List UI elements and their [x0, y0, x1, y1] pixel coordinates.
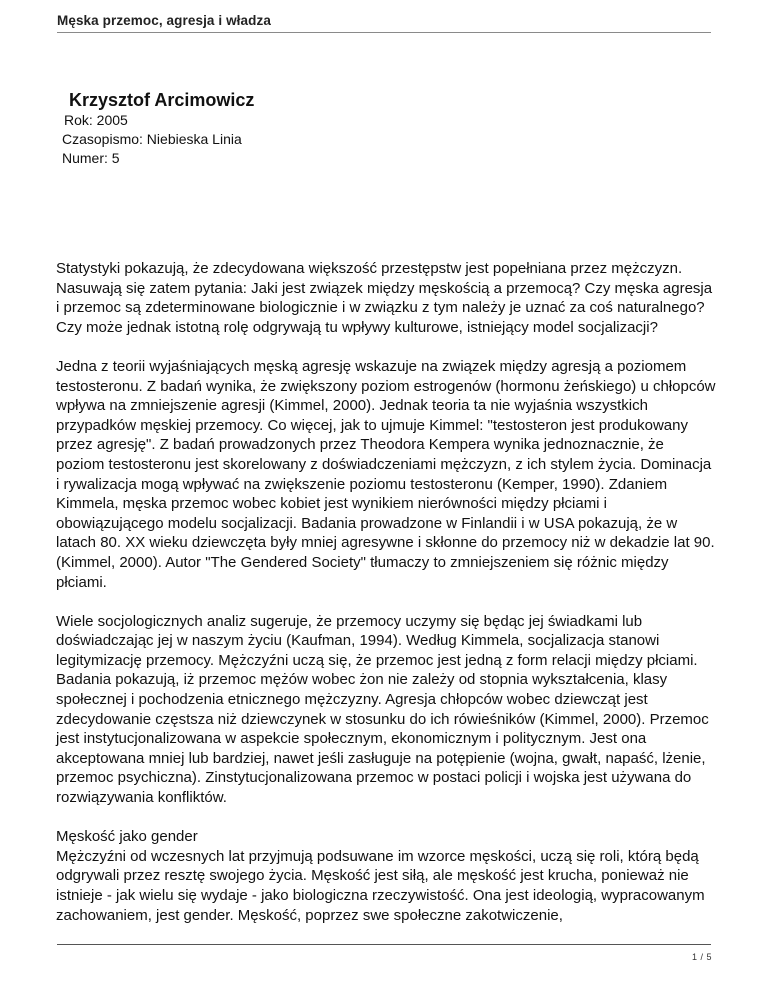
page-number: 1 / 5 [691, 952, 712, 962]
footer-divider [57, 944, 711, 945]
running-header-title: Męska przemoc, agresja i władza [57, 13, 271, 28]
section-masculinity-as-gender [56, 827, 716, 925]
section-heading: Męskość jako gender [56, 828, 198, 846]
year-line: Rok: 2005 [64, 112, 128, 128]
journal-line: Czasopismo: Niebieska Linia [62, 131, 242, 147]
paragraph-socialization: Wiele socjologicznych analiz sugeruje, że przemocy uczymy się będąc jej świadkami lub doświadczając jej w naszym życiu (Kaufman, 1994). Według Kimmela, socjalizacja stanowi legitymizację przemocy. Mężczyźni uczą się, że przemoc jest jedną z form relacji między płciami. Badania pokazują, iż przemoc mężów wobec żon nie zależy od stopnia wykształcenia, klasy społecznej i pochodzenia etnicznego mężczyzny. Agresja chłopców wobec dziewcząt jest zdecydowanie częstsza niż dziewczynek w stosunku do ich rówieśników (Kimmel, 2000). Przemoc jest instytucjonalizowana w aspekcie społecznym, ekonomicznym i politycznym. Jest ona akceptowana mniej lub bardziej, nawet jeśli zasługuje na potępienie (wojna, gwałt, napaść, lżenie, przemoc psychiczna). Zinstytucjonalizowana przemoc w postaci policji i wojska jest używana do rozwiązywania konfliktów. [56, 612, 709, 807]
article-metadata [62, 111, 242, 168]
header-divider [57, 32, 711, 33]
paragraph-intro: Statystyki pokazują, że zdecydowana większość przestępstw jest popełniana przez mężczyzn. Nasuwają się zatem pytania: Jaki jest związek między męskością a przemocą? Czy męska agresja i przemoc są zdeterminowane biologicznie i w związku z tym należy je uznać za coś naturalnego? Czy może jednak istotną rolę odgrywają tu wpływy kulturowe, istniejący model socjalizacji? [56, 260, 713, 336]
issue-line: Numer: 5 [62, 150, 120, 166]
section-paragraph: Mężczyźni od wczesnych lat przyjmują podsuwane im wzorce męskości, uczą się roli, którą będą odgrywali przez resztę swojego życia. Męskość jest siłą, ale męskość jest krucha, ponieważ nie istnieje - jak wielu się wydaje - jako biologiczna rzeczywistość. Ona jest ideologią, wypracowanym zachowaniem, jest gender. Męskość, poprzez swe społeczne zakotwiczenie, [56, 847, 705, 924]
article-body [56, 259, 716, 925]
author-name: Krzysztof Arcimowicz [69, 90, 255, 110]
paragraph-testosterone: Jedna z teorii wyjaśniających męską agresję wskazuje na związek między agresją a poziomem testosteronu. Z badań wynika, że zwiększony poziom estrogenów (hormonu żeńskiego) u chłopców wpływa na zmniejszenie agresji (Kimmel, 2000). Jednak teoria ta nie wyjaśnia wszystkich przypadków męskiej przemocy. Co więcej, jak to ujmuje Kimmel: "testosteron jest produkowany przez agresję". Z badań prowadzonych przez Theodora Kempera wynika jednoznacznie, że poziom testosteronu jest skorelowany z doświadczeniami mężczyzn, z ich stylem życia. Dominacja i rywalizacja mogą wpływać na zwiększenie poziomu testosteronu (Kemper, 1990). Zdaniem Kimmela, męska przemoc wobec kobiet jest wynikiem nierówności między płciami i obowiązującego modelu socjalizacji. Badania prowadzone w Finlandii i w USA pokazują, że w latach 80. XX wieku dziewczęta były mniej agresywne i skłonne do przemocy niż w dekadzie lat 90. (Kimmel, 2000). Autor "The Gendered Society" tłumaczy to zmniejszeniem się różnic między płciami. [56, 357, 716, 591]
